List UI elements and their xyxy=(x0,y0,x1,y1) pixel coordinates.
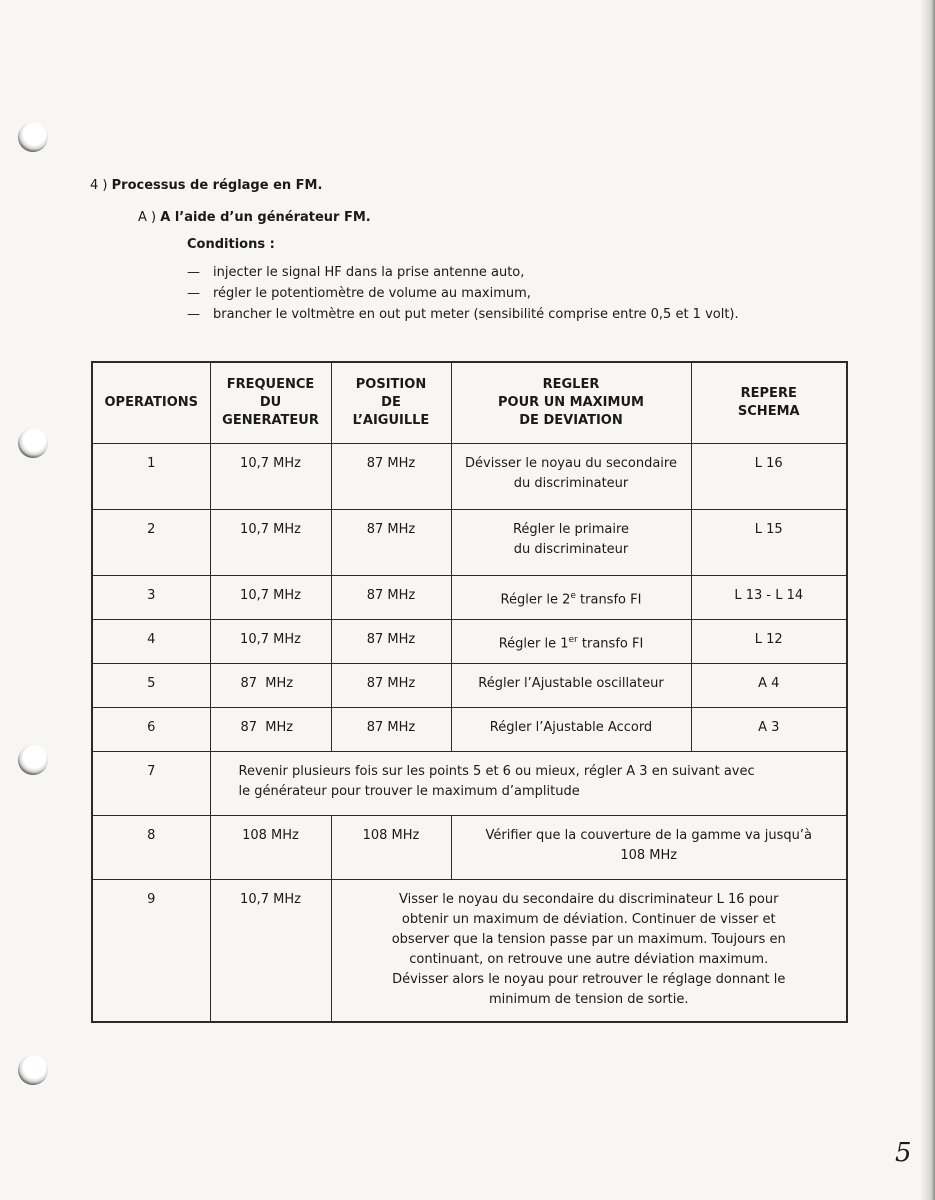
table-row: 4 10,7 MHz 87 MHz Régler le 1er transfo FI L 12 xyxy=(92,620,847,664)
table-row: 9 10,7 MHz Visser le noyau du secondaire du discriminateur L 16 pour obtenir un maximum de déviation. Continuer de visser et observer que la tension passe par un maximum. Toujours en continuant, on retrouve une autre déviation maximum. Dévisser alors le noyau pour retrouver le réglage donnant le minimum de tension de sortie. xyxy=(92,880,847,1022)
header-frequence: FREQUENCE DU GENERATEUR xyxy=(210,362,331,444)
table-row: 1 10,7 MHz 87 MHz Dévisser le noyau du secondaire du discriminateur L 16 xyxy=(92,444,847,510)
table-row: 5 87 MHz 87 MHz Régler l’Ajustable oscillateur A 4 xyxy=(92,664,847,708)
list-item: — régler le potentiomètre de volume au maximum, xyxy=(187,286,531,301)
list-item: — brancher le voltmètre en out put meter (sensibilité comprise entre 0,5 et 1 volt). xyxy=(187,307,739,322)
list-item: — injecter le signal HF dans la prise antenne auto, xyxy=(187,265,525,280)
header-position: POSITION DE L’AIGUILLE xyxy=(331,362,451,444)
table-row: 2 10,7 MHz 87 MHz Régler le primaire du discriminateur L 15 xyxy=(92,510,847,576)
subsection-heading xyxy=(138,210,371,225)
punch-hole xyxy=(18,122,48,152)
punch-hole xyxy=(18,428,48,458)
adjustment-table xyxy=(91,361,848,1023)
conditions-list xyxy=(187,262,739,325)
table-header-row xyxy=(92,362,847,444)
punch-hole xyxy=(18,745,48,775)
page-edge xyxy=(921,0,935,1200)
section-heading xyxy=(90,178,322,193)
section-number: 4 ) xyxy=(90,178,108,193)
subsection-number: A ) xyxy=(138,210,157,225)
conditions-label: Conditions : xyxy=(187,237,275,252)
page-number: 5 xyxy=(895,1138,912,1168)
section-title: Processus de réglage en FM. xyxy=(111,178,323,193)
table-row: 8 108 MHz 108 MHz Vérifier que la couverture de la gamme va jusqu’à 108 MHz xyxy=(92,816,847,880)
table-row: 3 10,7 MHz 87 MHz Régler le 2e transfo FI L 13 - L 14 xyxy=(92,576,847,620)
header-repere: REPERE SCHEMA xyxy=(691,362,847,444)
header-operations: OPERATIONS xyxy=(92,362,210,444)
header-regler: REGLER POUR UN MAXIMUM DE DEVIATION xyxy=(451,362,691,444)
punch-hole xyxy=(18,1055,48,1085)
subsection-title: A l’aide d’un générateur FM. xyxy=(160,210,371,225)
table-row: 6 87 MHz 87 MHz Régler l’Ajustable Accord A 3 xyxy=(92,708,847,752)
table-row: 7 Revenir plusieurs fois sur les points 5 et 6 ou mieux, régler A 3 en suivant avec le générateur pour trouver le maximum d’amplitude xyxy=(92,752,847,816)
